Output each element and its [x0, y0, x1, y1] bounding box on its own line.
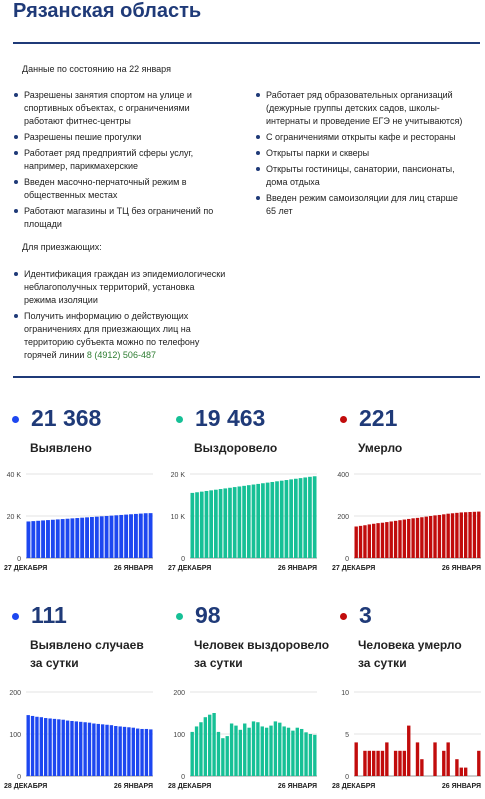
y-tick-label: 100 [9, 732, 21, 739]
bar [355, 527, 358, 559]
y-tick-label: 200 [9, 690, 21, 697]
bar [195, 726, 198, 776]
bar [199, 722, 202, 776]
y-tick-label: 200 [337, 514, 349, 521]
bar [381, 751, 384, 776]
bar [464, 768, 467, 776]
bar [208, 715, 211, 776]
bar [403, 520, 406, 558]
stat-value: 221 [359, 405, 398, 431]
bar [464, 512, 467, 558]
bar [420, 517, 423, 558]
x-start-label: 27 ДЕКАБРЯ [332, 565, 376, 572]
bar [394, 751, 397, 776]
bar [256, 484, 260, 558]
bar [416, 742, 419, 776]
y-tick-label: 5 [345, 732, 349, 739]
y-tick-label: 200 [173, 690, 185, 697]
bar [429, 516, 432, 558]
bar [36, 521, 40, 558]
bar [468, 512, 471, 558]
bar [433, 515, 436, 558]
status-dot [176, 613, 183, 620]
bar [242, 486, 246, 558]
bar [308, 477, 312, 558]
divider-top [13, 42, 480, 44]
bar [101, 724, 104, 776]
bar [114, 726, 117, 776]
y-tick-label: 0 [345, 774, 349, 781]
bar [442, 514, 445, 558]
status-dot [340, 416, 347, 423]
bar [296, 728, 299, 776]
bar [212, 713, 215, 776]
bar [57, 719, 60, 776]
bar [31, 716, 34, 776]
bar [425, 517, 428, 558]
bar [477, 751, 480, 776]
bar [139, 514, 143, 558]
bar [372, 751, 375, 776]
bar [110, 516, 114, 558]
bar [275, 481, 279, 558]
bar [266, 483, 270, 558]
bar [149, 513, 153, 558]
stat-label: Человека умерло за сутки [358, 638, 462, 670]
bar [110, 725, 113, 776]
bar [75, 721, 78, 776]
bar [252, 485, 256, 558]
bar [287, 728, 290, 776]
x-start-label: 28 ДЕКАБРЯ [332, 783, 376, 790]
stat-value: 3 [359, 602, 372, 628]
bar [214, 490, 218, 558]
bar [136, 729, 139, 776]
bar [280, 481, 284, 558]
bar [265, 728, 268, 776]
bar [228, 488, 232, 558]
stat-label: Выздоровело [194, 441, 278, 455]
bar [70, 721, 73, 776]
bar [403, 751, 406, 776]
bar [355, 742, 358, 776]
bar [31, 521, 35, 558]
bar [285, 480, 289, 558]
bar [359, 526, 362, 558]
bar [41, 520, 45, 558]
bar [123, 727, 126, 776]
x-end-label: 26 ЯНВАРЯ [277, 565, 317, 572]
bar [27, 715, 30, 776]
bar [363, 525, 366, 558]
bar [48, 718, 51, 776]
bar [118, 726, 121, 776]
bar [223, 488, 227, 558]
bar [299, 478, 303, 558]
chart-total-deaths [328, 468, 485, 578]
bar [398, 520, 401, 558]
bar [270, 482, 274, 558]
bar [385, 742, 388, 776]
bar [239, 730, 242, 776]
bar [368, 524, 371, 558]
arrivals-list [14, 268, 226, 365]
status-dot [340, 613, 347, 620]
bar [195, 492, 199, 558]
arrivals-heading: Для приезжающих: [22, 242, 102, 252]
bar [35, 717, 38, 776]
bar [256, 722, 259, 776]
bar [451, 513, 454, 558]
bar [70, 518, 74, 558]
bar [309, 734, 312, 776]
x-start-label: 28 ДЕКАБРЯ [4, 783, 48, 790]
bar [80, 518, 84, 558]
bar [127, 727, 130, 776]
bar [134, 514, 138, 558]
bar [304, 732, 307, 776]
y-tick-label: 0 [345, 556, 349, 563]
bar [313, 476, 317, 558]
chart-total-detected [0, 468, 160, 578]
bar [411, 518, 414, 558]
stat-label: Выявлено [30, 441, 92, 455]
bar [252, 721, 255, 776]
bar [372, 524, 375, 558]
bar [200, 492, 204, 558]
bar [313, 735, 316, 776]
stat-value: 21 368 [31, 405, 102, 431]
y-tick-label: 20 K [170, 472, 185, 479]
bar [390, 521, 393, 558]
status-dot [12, 613, 19, 620]
bar [145, 729, 148, 776]
arrivals-text: Получить информацию о действующих ограничениях для приезжающих лиц на территорию субъекта можно по телефону горячей линии [24, 311, 200, 360]
stat-label: Умерло [358, 441, 403, 455]
bar [294, 479, 298, 558]
bar [61, 519, 65, 558]
bar [132, 728, 135, 776]
bar [62, 720, 65, 776]
x-start-label: 28 ДЕКАБРЯ [168, 783, 212, 790]
bar [282, 726, 285, 776]
status-dot [176, 416, 183, 423]
bar [66, 721, 69, 776]
chart-total-recovered [164, 468, 324, 578]
bar [247, 728, 250, 776]
list-item: Введен режим самоизоляции для лиц старше 65 лет [256, 192, 468, 218]
chart-daily-recovered [164, 686, 324, 796]
stat-value: 111 [31, 602, 67, 628]
bar [92, 724, 95, 777]
region-title: Рязанская область [13, 0, 202, 22]
stat-label: Выявлено случаев за сутки [30, 638, 144, 670]
bar [261, 726, 264, 776]
y-tick-label: 20 K [6, 514, 21, 521]
bar [53, 719, 56, 776]
bar [438, 515, 441, 558]
bar [455, 513, 458, 558]
bar [455, 759, 458, 776]
list-item: Разрешены занятия спортом на улице и спортивных объектах, с ограничениями работают фитнес-центры [14, 89, 226, 128]
bar [420, 759, 423, 776]
bar [124, 515, 128, 558]
x-start-label: 27 ДЕКАБРЯ [4, 565, 48, 572]
bar [446, 514, 449, 558]
y-tick-label: 400 [337, 472, 349, 479]
list-item: Работают магазины и ТЦ без ограничений по площади [14, 205, 226, 231]
x-end-label: 26 ЯНВАРЯ [113, 783, 153, 790]
bar [473, 512, 476, 558]
bar [27, 521, 31, 558]
bar [75, 518, 79, 558]
bar [95, 517, 99, 558]
list-item: Работает ряд образовательных организаций (дежурные группы детских садов, школы-интернаты и проведение ЕГЭ не учитываются) [256, 89, 468, 128]
bar [446, 742, 449, 776]
bar [278, 723, 281, 776]
bar [144, 513, 148, 558]
bar [300, 729, 303, 776]
bar [46, 520, 50, 558]
bar [83, 722, 86, 776]
bar [191, 493, 195, 558]
bar [269, 726, 272, 776]
list-item: Открыты парки и скверы [256, 147, 468, 160]
bar [261, 483, 265, 558]
list-item: С ограничениями открыты кафе и рестораны [256, 131, 468, 144]
bar [274, 721, 277, 776]
restrictions-right-list [256, 89, 468, 221]
bar [209, 490, 213, 558]
x-end-label: 26 ЯНВАРЯ [277, 783, 317, 790]
bar [149, 729, 152, 776]
bar [226, 736, 229, 776]
bar [407, 726, 410, 776]
stat-value: 98 [195, 602, 221, 628]
bar [217, 732, 220, 776]
y-tick-label: 0 [17, 556, 21, 563]
stat-label: Человек выздоровело за сутки [194, 638, 330, 670]
bar [291, 731, 294, 776]
stat-value: 19 463 [195, 405, 266, 431]
bar [385, 522, 388, 558]
bar [100, 516, 104, 558]
bar [289, 479, 293, 558]
bar [433, 742, 436, 776]
data-date: Данные по состоянию на 22 января [22, 64, 171, 74]
y-tick-label: 0 [181, 556, 185, 563]
bar [119, 515, 123, 558]
bar [97, 724, 100, 776]
bar [247, 485, 251, 558]
bar [221, 738, 224, 776]
chart-daily-deaths [328, 686, 485, 796]
list-item: Работает ряд предприятий сферы услуг, например, парикмахерские [14, 147, 226, 173]
bar [460, 768, 463, 776]
hotline-phone-link[interactable]: 8 (4912) 506-487 [86, 350, 156, 360]
y-tick-label: 10 [341, 690, 349, 697]
divider-middle [13, 376, 480, 378]
bar [477, 512, 480, 558]
bar [85, 517, 89, 558]
bar [407, 519, 410, 558]
bar [394, 521, 397, 558]
bar [205, 491, 209, 558]
bar [105, 516, 109, 558]
y-tick-label: 10 K [170, 514, 185, 521]
bar [204, 717, 207, 776]
bar [303, 477, 307, 558]
y-tick-label: 40 K [6, 472, 21, 479]
bar [442, 751, 445, 776]
restrictions-left-list [14, 89, 226, 234]
y-tick-label: 100 [173, 732, 185, 739]
bar [44, 718, 47, 776]
bar [376, 523, 379, 558]
bar [381, 523, 384, 558]
bar [234, 726, 237, 776]
list-item: Введен масочно-перчаточный режим в общественных местах [14, 176, 226, 202]
bar [114, 515, 118, 558]
bar [243, 724, 246, 777]
bar [51, 520, 55, 558]
bar [88, 723, 91, 776]
bar [460, 512, 463, 558]
bar [191, 732, 194, 776]
bar [219, 489, 223, 558]
bar [398, 751, 401, 776]
bar [90, 517, 94, 558]
x-start-label: 27 ДЕКАБРЯ [168, 565, 212, 572]
bar [230, 724, 233, 777]
chart-daily-detected [0, 686, 160, 796]
list-item: Разрешены пешие прогулки [14, 131, 226, 144]
bar [376, 751, 379, 776]
list-item [14, 310, 226, 362]
bar [79, 722, 82, 776]
bar [238, 486, 242, 558]
bar [129, 514, 133, 558]
bar [56, 519, 60, 558]
bar [368, 751, 371, 776]
x-end-label: 26 ЯНВАРЯ [113, 565, 153, 572]
list-item: Открыты гостиницы, санатории, пансионаты, дома отдыха [256, 163, 468, 189]
y-tick-label: 0 [17, 774, 21, 781]
bar [363, 751, 366, 776]
bar [105, 725, 108, 776]
y-tick-label: 0 [181, 774, 185, 781]
status-dot [12, 416, 19, 423]
list-item: Идентификация граждан из эпидемиологически неблагополучных территорий, установка режима изоляции [14, 268, 226, 307]
x-end-label: 26 ЯНВАРЯ [441, 783, 481, 790]
bar [40, 717, 43, 776]
bar [233, 487, 237, 558]
bar [416, 518, 419, 558]
bar [140, 729, 143, 776]
x-end-label: 26 ЯНВАРЯ [441, 565, 481, 572]
bar [66, 519, 70, 558]
